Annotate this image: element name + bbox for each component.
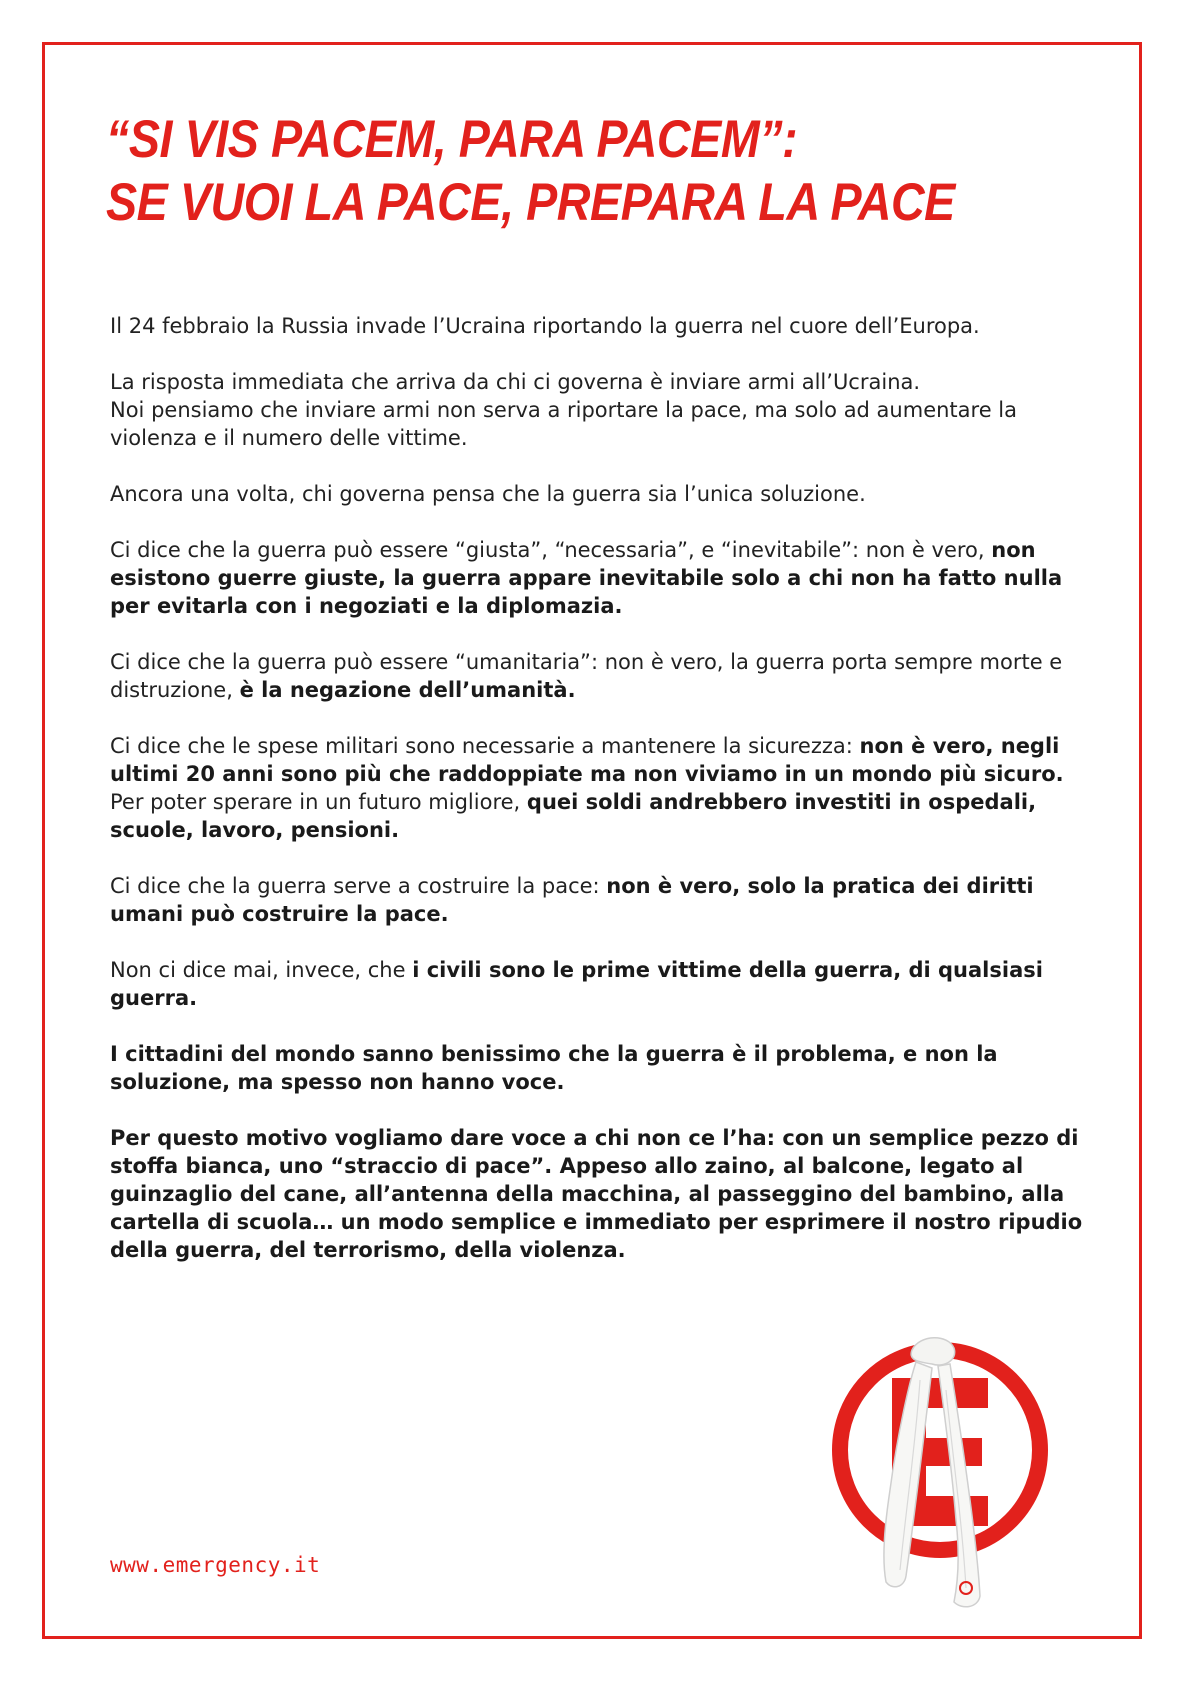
title-line-2: SE VUOI LA PACE, PREPARA LA PACE <box>106 173 955 232</box>
paragraph-7 <box>110 872 1100 928</box>
paragraph-9-bold: I cittadini del mondo sanno benissimo che la guerra è il problema, e non la soluzione, ma spesso non hanno voce. <box>110 1042 998 1094</box>
paragraph-6-bold-1: non è vero, negli ultimi 20 anni sono più che raddoppiate ma non viviamo in un mondo più sicuro. <box>110 734 1064 786</box>
title-line-1: “SI VIS PACEM, PARA PACEM”: <box>106 110 798 169</box>
paragraph-7-bold: non è vero, solo la pratica dei diritti umani può costruire la pace. <box>110 874 1034 926</box>
paragraph-2-line-1: La risposta immediata che arriva da chi ci governa è inviare armi all’Ucraina. <box>110 370 921 394</box>
paragraph-6 <box>110 732 1100 844</box>
paragraph-6-text-2: Per poter sperare in un futuro migliore, <box>110 790 521 814</box>
paragraph-5-text: Ci dice che la guerra può essere “umanitaria”: non è vero, la guerra porta sempre morte e distruzione, <box>110 650 1063 702</box>
paragraph-1-text: Il 24 febbraio la Russia invade l’Ucraina riportando la guerra nel cuore dell’Europa. <box>110 314 980 338</box>
paragraph-8-bold: i civili sono le prime vittime della guerra, di qualsiasi guerra. <box>110 958 1043 1010</box>
paragraph-10 <box>110 1124 1100 1264</box>
paragraph-1 <box>110 312 1100 340</box>
paragraph-4 <box>110 536 1100 620</box>
page-title <box>106 108 986 234</box>
paragraph-2-line-2: Noi pensiamo che inviare armi non serva a riportare la pace, ma solo ad aumentare la violenza e il numero delle vittime. <box>110 398 1017 450</box>
paragraph-4-text: Ci dice che la guerra può essere “giusta”, “necessaria”, e “inevitabile”: non è vero, <box>110 538 985 562</box>
article-body <box>110 312 1100 1292</box>
emergency-logo-icon <box>820 1320 1060 1620</box>
paragraph-5-bold: è la negazione dell’umanità. <box>239 678 576 702</box>
paragraph-10-bold: Per questo motivo vogliamo dare voce a chi non ce l’ha: con un semplice pezzo di stoffa bianca, uno “straccio di pace”. Appeso allo zaino, al balcone, legato al guinzaglio del cane, all’antenna della macchina, al passeggino del bambino, alla cartella di scuola… un modo semplice e immediato per esprimere il nostro ripudio della guerra, del terrorismo, della violenza. <box>110 1126 1083 1262</box>
paragraph-5 <box>110 648 1100 704</box>
paragraph-8 <box>110 956 1100 1012</box>
website-link[interactable]: www.emergency.it <box>110 1553 321 1577</box>
paragraph-3-text: Ancora una volta, chi governa pensa che la guerra sia l’unica soluzione. <box>110 482 866 506</box>
paragraph-4-bold: non esistono guerre giuste, la guerra appare inevitabile solo a chi non ha fatto nulla per evitarla con i negoziati e la diplomazia. <box>110 538 1063 618</box>
paragraph-6-text-1: Ci dice che le spese militari sono necessarie a mantenere la sicurezza: <box>110 734 853 758</box>
paragraph-3 <box>110 480 1100 508</box>
paragraph-8-text: Non ci dice mai, invece, che <box>110 958 406 982</box>
paragraph-7-text: Ci dice che la guerra serve a costruire la pace: <box>110 874 600 898</box>
paragraph-2 <box>110 368 1100 452</box>
paragraph-6-bold-2: quei soldi andrebbero investiti in ospedali, scuole, lavoro, pensioni. <box>110 790 1037 842</box>
paragraph-9 <box>110 1040 1100 1096</box>
